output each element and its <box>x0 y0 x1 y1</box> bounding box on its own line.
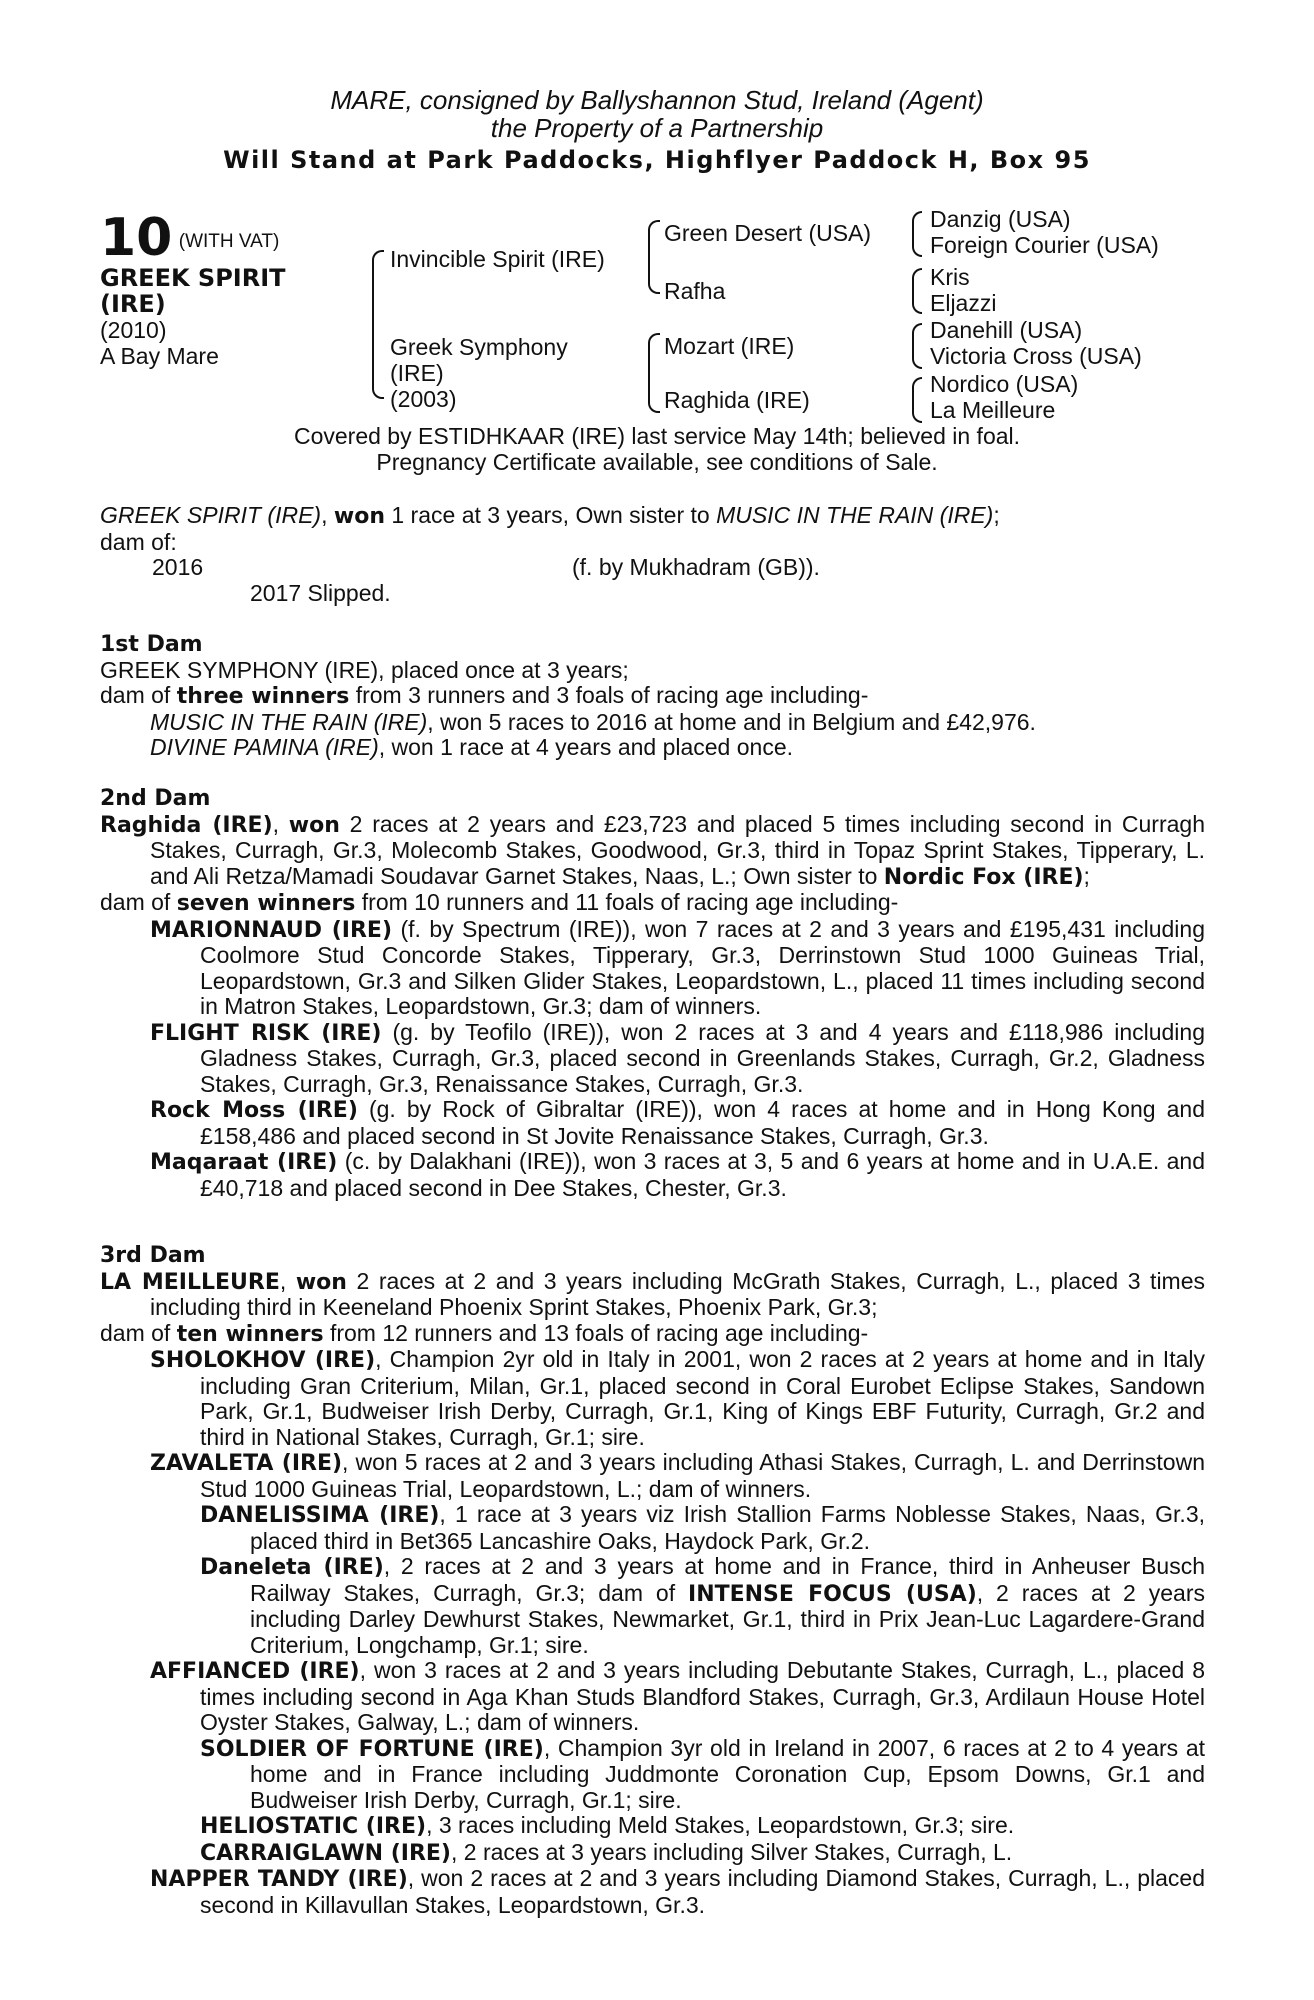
vat-label: (WITH VAT) <box>178 231 280 252</box>
property-line: the Property of a Partnership <box>490 113 824 143</box>
dam-of-b: three winners <box>176 684 350 709</box>
dam-name: LA MEILLEURE <box>100 1269 280 1295</box>
bracket-ss <box>912 211 922 257</box>
progeny-text: (c. by Dalakhani (IRE)), won 3 races at 3, 5 and 6 years at home and in U.A.E. and £40,718 and placed second in Dee Stakes, Chester, Gr.3. <box>200 1148 1206 1201</box>
dam-of-a: dam of <box>100 682 171 708</box>
covered-line: Covered by ESTIDHKAAR (IRE) last service May 14th; believed in foal. <box>293 423 1021 449</box>
great-grand-progeny-name: INTENSE FOCUS (USA) <box>688 1581 977 1607</box>
progeny-name: ZAVALETA (IRE) <box>150 1451 343 1476</box>
progeny-name: MUSIC IN THE RAIN (IRE) <box>150 708 428 735</box>
won-label: won <box>288 812 340 838</box>
sdd: Eljazzi <box>930 290 997 316</box>
sire-dam: Rafha <box>664 278 726 304</box>
progeny-text: (g. by Teofilo (IRE)), won 2 races at 3 and 4 years and £118,986 including Gladness Stakes, Curragh, Gr.3, placed second in Greenlands Stakes, Curragh, Gr.2, Gladness Stakes, Curragh, Gr.3, Renaissance Stakes, Curragh, Gr.3. <box>200 1018 1206 1097</box>
dam-of-b: seven winners <box>176 891 356 916</box>
lot-number: 10 <box>100 208 173 268</box>
progeny-name: DIVINE PAMINA (IRE) <box>150 734 379 760</box>
bracket-sire <box>648 220 660 294</box>
dam-line3: (2003) <box>390 386 457 412</box>
sire: Invincible Spirit (IRE) <box>390 246 605 272</box>
lot-header <box>100 210 279 266</box>
dam-of-c: from 3 runners and 3 foals of racing age including- <box>355 682 869 708</box>
dsd: Victoria Cross (USA) <box>930 343 1142 369</box>
horse-name: GREEK SPIRIT <box>100 264 286 292</box>
dam-of-b: ten winners <box>176 1321 324 1347</box>
dam-of-a: dam of <box>100 889 171 915</box>
horse-suffix: (IRE) <box>100 290 166 318</box>
dam-name: Raghida (IRE) <box>100 812 273 838</box>
produce-2017: 2017 Slipped. <box>250 580 391 606</box>
horse-description: A Bay Mare <box>100 343 219 369</box>
progeny-text: , Champion 2yr old in Italy in 2001, won 2 races at 2 years at home and in Italy including Gran Criterium, Milan, Gr.1, placed second in Coral Eurobet Eclipse Stakes, Sandown Park, Gr.1, Budweiser Irish Derby, Curragh, Gr.1, King of Kings EBF Futurity, Curragh, Gr.2 and third in National Stakes, Curragh, Gr.1; sire. <box>200 1346 1205 1450</box>
sds: Kris <box>930 264 970 290</box>
progeny-name: Maqaraat (IRE) <box>150 1150 338 1175</box>
progeny-text: (g. by Rock of Gibraltar (IRE)), won 4 races at home and in Hong Kong and £158,486 and placed second in St Jovite Renaissance Stakes, Curragh, Gr.3. <box>200 1096 1205 1149</box>
grand-progeny-name: Daneleta (IRE) <box>200 1555 384 1580</box>
produce-2016-year: 2016 <box>152 554 204 580</box>
grand-progeny-text: , 1 race at 3 years viz Irish Stallion Farms Noblesse Stakes, Naas, Gr.3, placed third in Bet365 Lancashire Oaks, Haydock Park, Gr.2. <box>250 1501 1206 1554</box>
second-dam-heading: 2nd Dam <box>100 786 211 811</box>
foaling-year: (2010) <box>100 317 167 343</box>
semicolon: ; <box>993 502 1000 528</box>
dds: Nordico (USA) <box>930 371 1079 397</box>
progeny-text: , won 1 race at 4 years and placed once. <box>378 734 794 760</box>
first-dam-line: GREEK SYMPHONY (IRE), placed once at 3 years; <box>100 656 629 683</box>
bracket-sd <box>912 268 922 314</box>
grand-progeny-text: , Champion 3yr old in Ireland in 2007, 6 races at 2 to 4 years at home and in France including Juddmonte Coronation Cup, Epsom Downs, Gr.1 and Budweiser Irish Derby, Curragh, Gr.1; sire. <box>250 1734 1206 1813</box>
sire-sire: Green Desert (USA) <box>664 220 872 246</box>
first-dam-section <box>100 632 1205 761</box>
progeny-name: Rock Moss (IRE) <box>150 1098 358 1123</box>
consignor-line: MARE, consigned by Ballyshannon Stud, Ireland (Agent) <box>330 85 984 115</box>
bracket-ds <box>912 323 922 369</box>
grand-progeny-text: , 3 races including Meld Stakes, Leopardstown, Gr.3; sire. <box>426 1812 1015 1838</box>
dss: Danehill (USA) <box>930 317 1083 343</box>
grand-progeny-name: DANELISSIMA (IRE) <box>200 1503 440 1528</box>
produce-2016-desc: (f. by Mukhadram (GB)). <box>572 554 820 580</box>
intro-text: 1 race at 3 years, Own sister to <box>391 502 710 528</box>
bracket-gen1 <box>372 250 384 399</box>
won-label: won <box>295 1269 347 1295</box>
grand-progeny-text: , 2 races at 3 years including Silver Stakes, Curragh, L. <box>450 1838 1013 1865</box>
dam-text: 2 races at 2 and 3 years including McGrath Stakes, Curragh, L., placed 3 times including third in Keeneland Phoenix Sprint Stakes, Phoenix Park, Gr.3; <box>150 1267 1206 1320</box>
progeny-text: (f. by Spectrum (IRE)), won 7 races at 2 and 3 years and £195,431 including Coolmore Stud Concorde Stakes, Tipperary, Gr.3, Derrinstown Stud 1000 Guineas Trial, Leopardstown, Gr.3 and Silken Glider Stakes, Leopardstown, L., placed 11 times including second in Matron Stakes, Leopardstown, Gr.3; dam of winners. <box>200 915 1205 1019</box>
dam-of-a: dam of <box>100 1319 171 1346</box>
won-label: won <box>333 504 385 529</box>
progeny-name: MARIONNAUD (IRE) <box>150 917 393 943</box>
first-dam-heading: 1st Dam <box>100 632 203 657</box>
dam-sire: Mozart (IRE) <box>664 333 795 359</box>
grand-progeny-name: HELIOSTATIC (IRE) <box>200 1814 427 1839</box>
ssd: Foreign Courier (USA) <box>930 232 1159 258</box>
grand-progeny-name: CARRAIGLAWN (IRE) <box>200 1840 451 1866</box>
great-grand-progeny-text: , 2 races at 2 years including Darley Dewhurst Stakes, Newmarket, Gr.1, third in Prix Jean-Luc Lagardere-Grand Criterium, Longchamp, Gr.1; sire. <box>250 1579 1205 1658</box>
dam-line2: (IRE) <box>390 360 444 386</box>
ddd: La Meilleure <box>930 397 1056 423</box>
pregnancy-line: Pregnancy Certificate available, see conditions of Sale. <box>376 449 938 475</box>
grand-progeny-name: SOLDIER OF FORTUNE (IRE) <box>200 1736 544 1762</box>
progeny-name: NAPPER TANDY (IRE) <box>150 1867 408 1892</box>
progeny-text: , won 2 races at 2 and 3 years including Diamond Stakes, Curragh, L., placed second in Killavullan Stakes, Leopardstown, Gr.3. <box>200 1865 1205 1918</box>
intro-paragraph: GREEK SPIRIT (IRE), won 1 race at 3 years, Own sister to MUSIC IN THE RAIN (IRE); dam of: <box>100 503 1205 555</box>
dam-of-c: from 10 runners and 11 foals of racing age including- <box>361 889 899 915</box>
dam-text: 2 races at 2 years and £23,723 and placed 5 times including second in Curragh Stakes, Curragh, Gr.3, Molecomb Stakes, Goodwood, Gr.3, third in Topaz Sprint Stakes, Tipperary, L. and Ali Retza/Mamadi Soudavar Garnet Stakes, Naas, L.; Own sister to <box>150 810 1205 889</box>
progeny-name: SHOLOKHOV (IRE) <box>150 1348 376 1373</box>
progeny-name: FLIGHT RISK (IRE) <box>150 1020 382 1046</box>
mare-name: GREEK SPIRIT (IRE) <box>100 502 322 528</box>
dam-of-c: from 12 runners and 13 foals of racing age including- <box>329 1319 869 1346</box>
progeny-text: , won 5 races at 2 and 3 years including Athasi Stakes, Curragh, L. and Derrinstown Stud 1000 Guineas Trial, Leopardstown, L.; dam of winners. <box>200 1449 1205 1502</box>
dam-line1: Greek Symphony <box>390 334 568 360</box>
location-line: Will Stand at Park Paddocks, Highflyer Paddock H, Box 95 <box>223 146 1091 174</box>
progeny-text: , won 3 races at 2 and 3 years including Debutante Stakes, Curragh, L., placed 8 times including second in Aga Khan Studs Blandford Stakes, Curragh, Gr.3, Ardilaun House Hotel Oyster Stakes, Galway, L.; dam of winners. <box>200 1657 1205 1735</box>
bracket-dd <box>912 377 922 423</box>
sister-name: Nordic Fox (IRE) <box>883 864 1084 890</box>
grand-progeny-text: , 2 races at 2 and 3 years at home and in France, third in Anheuser Busch Railway Stakes, Curragh, Gr.3; dam of <box>250 1553 1205 1606</box>
dam-dam: Raghida (IRE) <box>664 387 810 413</box>
dam-of-label: dam of: <box>100 528 177 555</box>
second-dam-section: 2nd Dam Raghida (IRE), won 2 races at 2 years and £23,723 and placed 5 times including second in Curragh Stakes, Curragh, Gr.3, Molecomb Stakes, Goodwood, Gr.3, third in Topaz Sprint Stakes, Tipperary, L. and Ali Retza/Mamadi Soudavar Garnet Stakes, Naas, L.; Own sister to Nordic Fox (IRE); dam of seven winners from 10 runners and 11 foals of racing age including- MARIONNAUD (IRE) (f. by Spectrum (IRE)), won 7 races at 2 and 3 years and £195,431 including Coolmore Stud Concorde Stakes, Tipperary, Gr.3, Derrinstown Stud 1000 Guineas Trial, Leopardstown, Gr.3 and Silken Glider Stakes, Leopardstown, L., placed 11 times including second in Matron Stakes, Leopardstown, Gr.3; dam of winners. FLIGHT RISK (IRE) (g. by Teofilo (IRE)), won 2 races at 3 and 4 years and £118,986 including Gladness Stakes, Curragh, Gr.3, placed second in Greenlands Stakes, Curragh, Gr.2, Gladness Stakes, Curragh, Gr.3, Renaissance Stakes, Curragh, Gr.3. Rock Moss (IRE) (g. by Rock of Gibraltar (IRE)), won 4 races at home and in Hong Kong and £158,486 and placed second in St Jovite Renaissance Stakes, Curragh, Gr.3. Maqaraat (IRE) (c. by Dalakhani (IRE)), won 3 races at 3, 5 and 6 years at home and in U.A.E. and £40,718 and placed second in Dee Stakes, Chester, Gr.3. <box>100 786 1206 1201</box>
progeny-name: AFFIANCED (IRE) <box>150 1659 360 1684</box>
progeny-text: , won 5 races to 2016 at home and in Belgium and £42,976. <box>427 708 1036 735</box>
sister-name: MUSIC IN THE RAIN (IRE) <box>716 502 994 528</box>
third-dam-section: 3rd Dam LA MEILLEURE, won 2 races at 2 and 3 years including McGrath Stakes, Curragh, L., placed 3 times including third in Keeneland Phoenix Sprint Stakes, Phoenix Park, Gr.3; dam of ten winners from 12 runners and 13 foals of racing age including- SHOLOKHOV (IRE), Champion 2yr old in Italy in 2001, won 2 races at 2 years at home and in Italy including Gran Criterium, Milan, Gr.1, placed second in Coral Eurobet Eclipse Stakes, Sandown Park, Gr.1, Budweiser Irish Derby, Curragh, Gr.1, King of Kings EBF Futurity, Curragh, Gr.2 and third in National Stakes, Curragh, Gr.1; sire. ZAVALETA (IRE), won 5 races at 2 and 3 years including Athasi Stakes, Curragh, L. and Derrinstown Stud 1000 Guineas Trial, Leopardstown, L.; dam of winners. DANELISSIMA (IRE), 1 race at 3 years viz Irish Stallion Farms Noblesse Stakes, Naas, Gr.3, placed third in Bet365 Lancashire Oaks, Haydock Park, Gr.2. Daneleta (IRE), 2 races at 2 and 3 years at home and in France, third in Anheuser Busch Railway Stakes, Curragh, Gr.3; dam of INTENSE FOCUS (USA), 2 races at 2 years including Darley Dewhurst Stakes, Newmarket, Gr.1, third in Prix Jean-Luc Lagardere-Grand Criterium, Longchamp, Gr.1; sire. AFFIANCED (IRE), won 3 races at 2 and 3 years including Debutante Stakes, Curragh, L., placed 8 times including second in Aga Khan Studs Blandford Stakes, Curragh, Gr.3, Ardilaun House Hotel Oyster Stakes, Galway, L.; dam of winners. SOLDIER OF FORTUNE (IRE), Champion 3yr old in Ireland in 2007, 6 races at 2 to 4 years at home and in France including Juddmonte Coronation Cup, Epsom Downs, Gr.1 and Budweiser Irish Derby, Curragh, Gr.1; sire. HELIOSTATIC (IRE), 3 races including Meld Stakes, Leopardstown, Gr.3; sire. CARRAIGLAWN (IRE), 2 races at 3 years including Silver Stakes, Curragh, L. NAPPER TANDY (IRE), won 2 races at 2 and 3 years including Diamond Stakes, Curragh, L., placed second in Killavullan Stakes, Leopardstown, Gr.3. <box>100 1243 1206 1918</box>
sss: Danzig (USA) <box>930 206 1071 232</box>
third-dam-heading: 3rd Dam <box>100 1243 206 1268</box>
bracket-dam <box>648 333 660 413</box>
